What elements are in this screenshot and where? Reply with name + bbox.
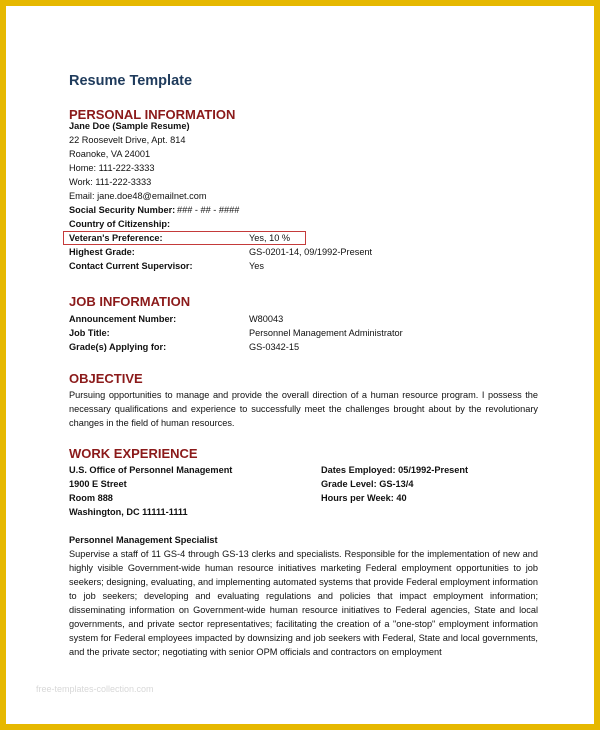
grades-label: Grade(s) Applying for: xyxy=(69,342,167,352)
address-line-1: 22 Roosevelt Drive, Apt. 814 xyxy=(69,135,186,145)
employer-city: Washington, DC 11111-1111 xyxy=(69,507,188,517)
grade-level: Grade Level: GS-13/4 xyxy=(321,479,414,489)
watermark: free-templates-collection.com xyxy=(36,684,154,694)
work-experience-heading: WORK EXPERIENCE xyxy=(69,446,198,461)
address-line-2: Roanoke, VA 24001 xyxy=(69,149,151,159)
grades-value: GS-0342-15 xyxy=(249,342,300,352)
announcement-value: W80043 xyxy=(249,314,284,324)
supervisor-label: Contact Current Supervisor: xyxy=(69,261,193,271)
highest-grade-label: Highest Grade: xyxy=(69,247,135,257)
employer-name: U.S. Office of Personnel Management xyxy=(69,465,233,475)
supervisor-value: Yes xyxy=(249,261,264,271)
citizenship-label: Country of Citizenship: xyxy=(69,219,171,229)
objective-heading: OBJECTIVE xyxy=(69,371,143,386)
announcement-label: Announcement Number: xyxy=(69,314,177,324)
position-description: Supervise a staff of 11 GS-4 through GS-13 clerks and specialists. Responsible for the implementation of new and highly visible Government-wide human resource initiatives marketing Federal employment opportunities to job seekers; designing, evaluating, and implementing automated systems that provide Federal employment information to job seekers; developing and evaluating regulations and policies that impact employment information; disseminating information on Government-wide human resource initiatives to Federal agencies, State and local governments, and private sector representatives; facilitating the creation of a "one-stop" employment information system for Federal employees impacted by downsizing and job seekers with Federal, State and local governments, and the private sector; negotiating with senior OPM officials and contractors on employment xyxy=(69,549,538,657)
document-title: Resume Template xyxy=(69,73,193,89)
job-title-label: Job Title: xyxy=(69,328,110,338)
hours-per-week: Hours per Week: 40 xyxy=(321,493,407,503)
ssn-label: Social Security Number: xyxy=(69,205,176,215)
veteran-label: Veteran's Preference: xyxy=(69,233,163,243)
position-title: Personnel Management Specialist xyxy=(69,535,218,545)
personal-information-heading: PERSONAL INFORMATION xyxy=(69,107,236,122)
job-information-heading: JOB INFORMATION xyxy=(69,294,191,309)
applicant-name: Jane Doe (Sample Resume) xyxy=(69,121,190,131)
ssn-value: ### - ## - #### xyxy=(177,205,240,215)
resume-page xyxy=(6,6,594,724)
employer-street: 1900 E Street xyxy=(69,479,127,489)
work-phone: Work: 111-222-3333 xyxy=(69,177,152,187)
job-title-value: Personnel Management Administrator xyxy=(249,328,403,338)
home-phone: Home: 111-222-3333 xyxy=(69,163,155,173)
dates-employed: Dates Employed: 05/1992-Present xyxy=(321,465,469,475)
veteran-value: Yes, 10 % xyxy=(249,233,291,243)
employer-room: Room 888 xyxy=(69,493,113,503)
highest-grade-value: GS-0201-14, 09/1992-Present xyxy=(249,247,373,257)
email: Email: jane.doe48@emailnet.com xyxy=(69,191,207,201)
objective-text: Pursuing opportunities to manage and provide the overall direction of a human resource program. I possess the necessary qualifications and experience to successfully meet the challenges brought about by the revolutionary changes in the field of human resources. xyxy=(69,390,538,428)
